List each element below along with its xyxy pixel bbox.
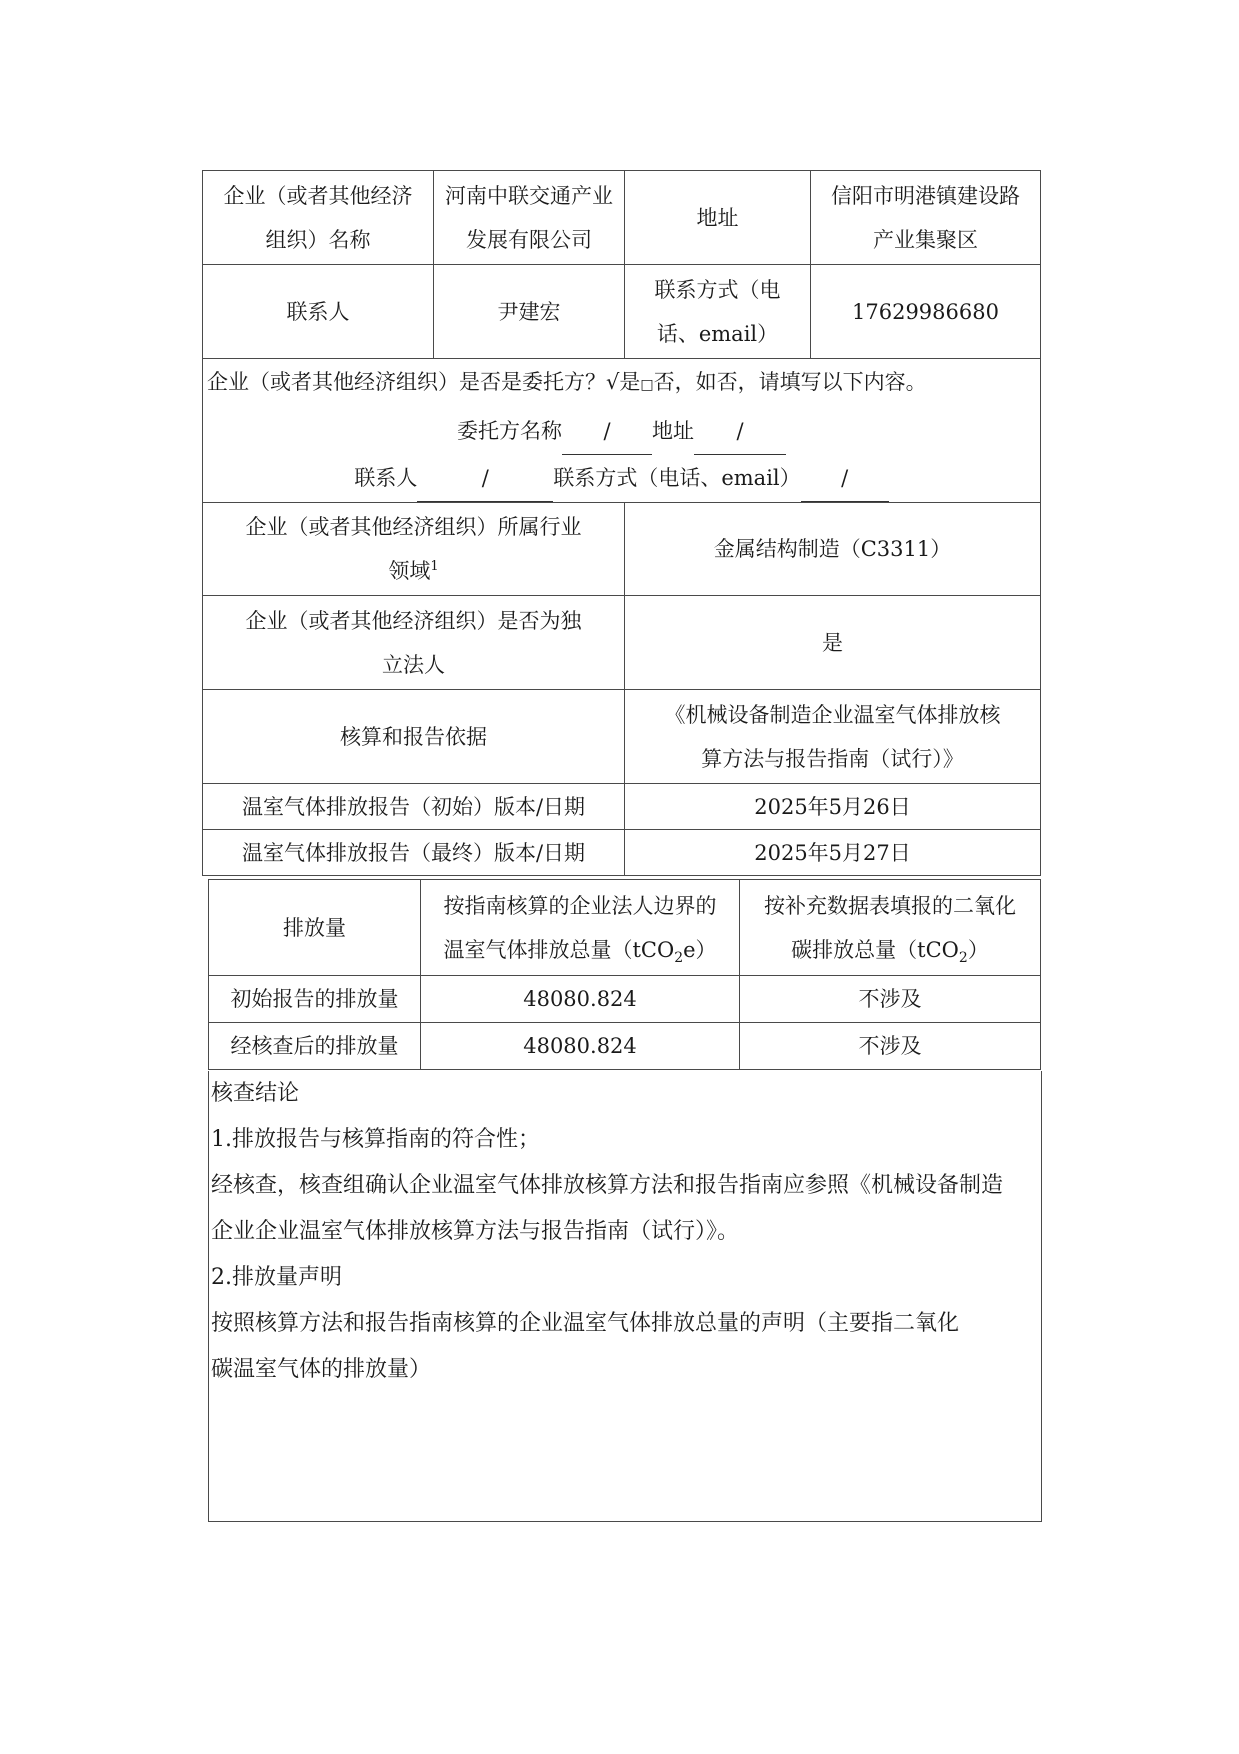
conclusion-item2-title: 2.排放量声明 [211, 1265, 342, 1290]
conclusion-item1-text: 企业企业温室气体排放核算方法与报告指南（试行）》。 [211, 1219, 740, 1244]
industry-row [203, 503, 1041, 596]
initial-report-label: 温室气体排放报告（初始）版本/日期 [203, 784, 625, 830]
conclusion-item2-text: 按照核算方法和报告指南核算的企业温室气体排放总量的声明（主要指二氧化 [211, 1311, 960, 1336]
emission-row-co2: 不涉及 [740, 1023, 1041, 1070]
company-name-value: 河南中联交通产业 发展有限公司 [434, 171, 625, 265]
company-name-label: 企业（或者其他经济 组织）名称 [203, 171, 434, 265]
delegate-name-line: 委托方名称 / 地址 / [207, 408, 1036, 455]
emission-row-co2: 不涉及 [740, 976, 1041, 1023]
delegation-row [203, 359, 1041, 503]
initial-report-value: 2025年5月26日 [625, 784, 1041, 830]
final-report-label: 温室气体排放报告（最终）版本/日期 [203, 830, 625, 876]
delegate-address-field: / [694, 408, 786, 455]
yes-check: √是 [606, 370, 641, 394]
table-row [209, 1023, 1041, 1070]
delegate-contact-method-field: / [801, 455, 889, 502]
address-value: 信阳市明港镇建设路 产业集聚区 [811, 171, 1041, 265]
basis-value: 《机械设备制造企业温室气体排放核 算方法与报告指南（试行）》 [625, 690, 1041, 784]
contact-method-label: 联系方式（电 话、email） [625, 265, 811, 359]
emission-row-label: 经核查后的排放量 [209, 1023, 421, 1070]
emission-row-total: 48080.824 [421, 1023, 740, 1070]
basis-row [203, 690, 1041, 784]
legal-person-label: 企业（或者其他经济组织）是否为独 立法人 [203, 596, 625, 690]
contact-label: 联系人 [203, 265, 434, 359]
contact-name: 尹建宏 [434, 265, 625, 359]
emissions-header-row [209, 880, 1041, 976]
emissions-col2-header: 按补充数据表填报的二氧化 碳排放总量（tCO$_2$） [740, 880, 1041, 976]
delegate-contact-line: 联系人 / 联系方式（电话、email） / [207, 455, 1036, 502]
table-row [209, 976, 1041, 1023]
conclusion-section [208, 1071, 1042, 1522]
contact-row [203, 265, 1041, 359]
company-row [203, 171, 1041, 265]
conclusion-title: 核查结论 [211, 1081, 300, 1106]
basis-label: 核算和报告依据 [203, 690, 625, 784]
emissions-header-label: 排放量 [209, 880, 421, 976]
conclusion-item2-text: 碳温室气体的排放量） [211, 1357, 432, 1382]
delegate-contact-field: / [417, 455, 553, 502]
legal-person-row [203, 596, 1041, 690]
emission-row-label: 初始报告的排放量 [209, 976, 421, 1023]
final-report-value: 2025年5月27日 [625, 830, 1041, 876]
industry-value: 金属结构制造（C3311） [625, 503, 1041, 596]
emissions-col1-header: 按指南核算的企业法人边界的 温室气体排放总量（tCO$_2$e） [421, 880, 740, 976]
conclusion-item1-text: 经核查，核查组确认企业温室气体排放核算方法和报告指南应参照《机械设备制造 [211, 1173, 1004, 1198]
delegate-name-field: / [562, 408, 652, 455]
conclusion-item1-title: 1.排放报告与核算指南的符合性； [211, 1127, 540, 1152]
legal-person-value: 是 [625, 596, 1041, 690]
verification-info-table [202, 170, 1041, 876]
delegation-cell [203, 359, 1041, 503]
final-report-row [203, 830, 1041, 876]
no-checkbox: □ [640, 377, 654, 393]
contact-phone: 17629986680 [811, 265, 1041, 359]
initial-report-row [203, 784, 1041, 830]
emission-row-total: 48080.824 [421, 976, 740, 1023]
delegation-question: 企业（或者其他经济组织）是否是委托方？√是□否，如否，请填写以下内容。 [207, 370, 927, 394]
emissions-table [208, 879, 1041, 1070]
industry-label: 企业（或者其他经济组织）所属行业 领域$^1$ [203, 503, 625, 596]
footnote-marker: 1 [430, 559, 439, 574]
address-label: 地址 [625, 171, 811, 265]
